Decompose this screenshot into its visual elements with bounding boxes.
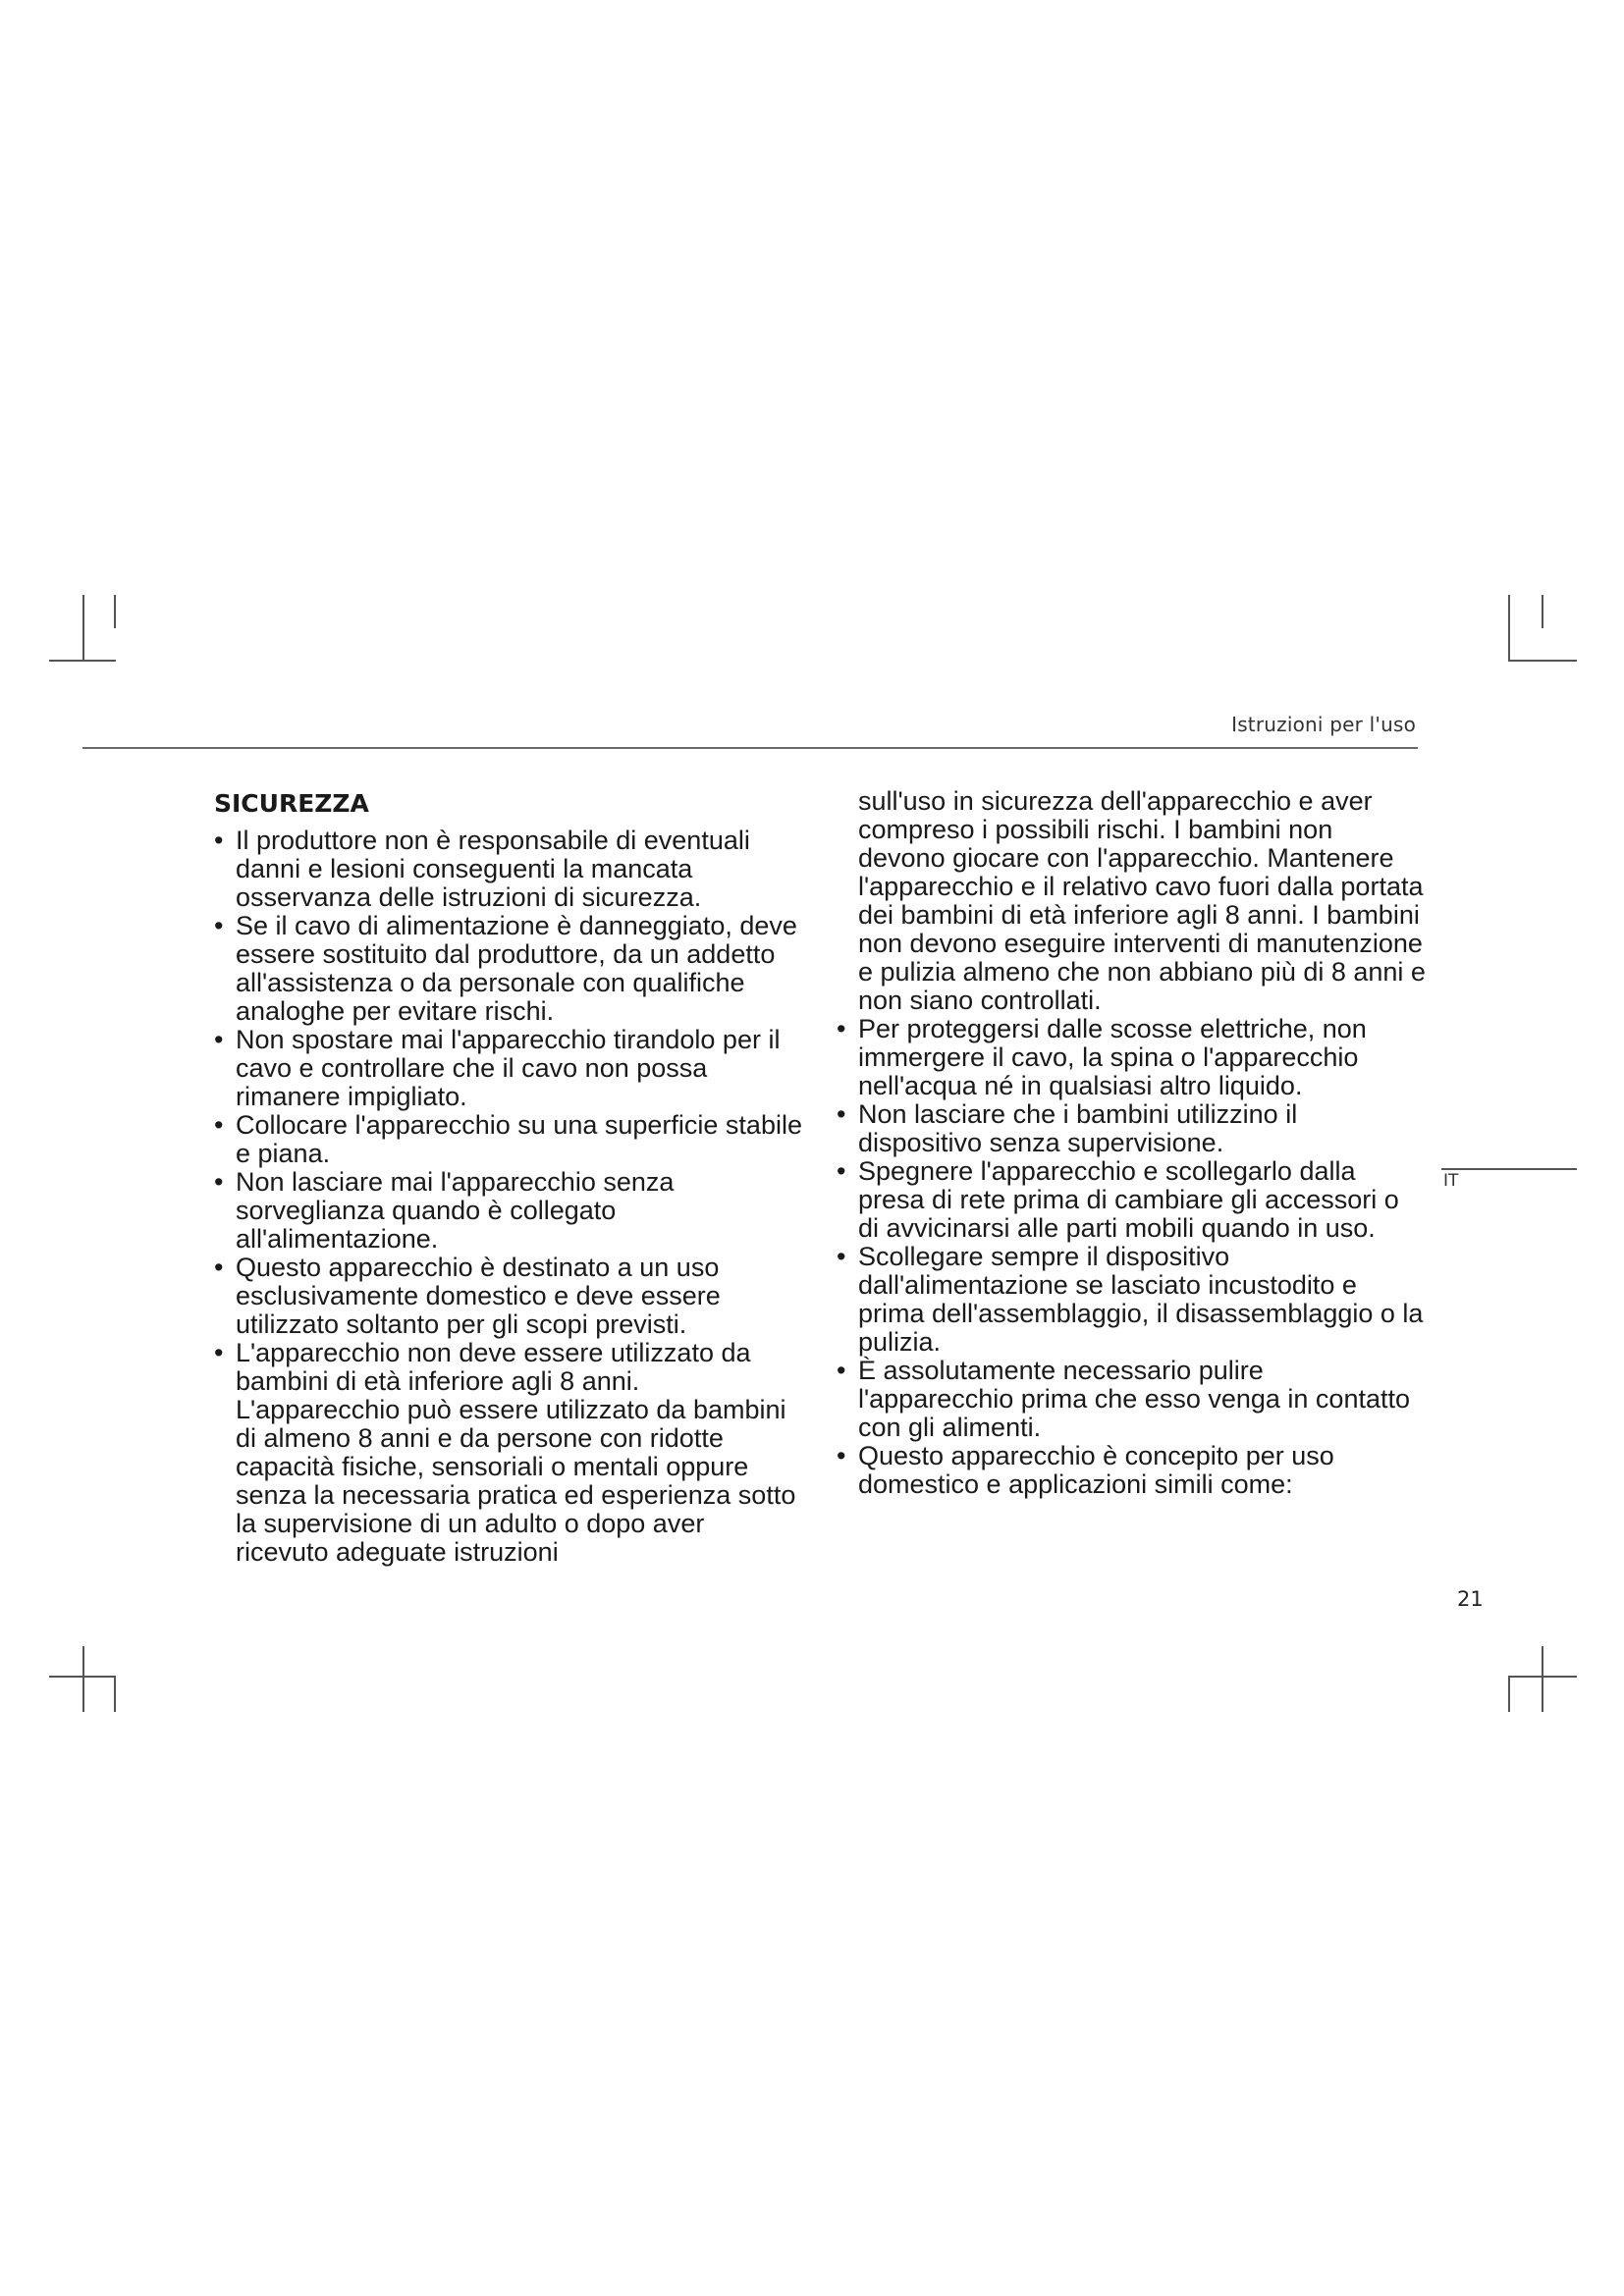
safety-list-left bbox=[214, 827, 803, 1567]
list-item: • Non lasciare che i bambini utilizzino il dispositivo senza supervisione. bbox=[837, 1100, 1426, 1157]
list-item: • Per proteggersi dalle scosse elettriche, non immergere il cavo, la spina o l'apparecchio nell'acqua né in qualsiasi altro liquido. bbox=[837, 1015, 1426, 1100]
list-item: • Non lasciare mai l'apparecchio senza sorveglianza quando è collegato all'alimentazione. bbox=[214, 1168, 803, 1254]
left-column bbox=[214, 789, 803, 1567]
crop-mark bbox=[114, 595, 116, 628]
list-item: • È assolutamente necessario pulire l'apparecchio prima che esso venga in contatto con gli alimenti. bbox=[837, 1357, 1426, 1442]
crop-mark bbox=[1508, 1678, 1510, 1712]
list-item: • Se il cavo di alimentazione è danneggiato, deve essere sostituito dal produttore, da un addetto all'assistenza o da personale con qualifiche analoghe per evitare rischi. bbox=[214, 912, 803, 1026]
list-item: • Questo apparecchio è concepito per uso domestico e applicazioni simili come: bbox=[837, 1442, 1426, 1499]
crop-mark bbox=[82, 1646, 84, 1712]
continued-paragraph: sull'uso in sicurezza dell'apparecchio e aver compreso i possibili rischi. I bambini non devono giocare con l'apparecchio. Mantenere l'apparecchio e il relativo cavo fuori dalla portata dei bambini di età inferiore agli 8 anni. I bambini non devono eseguire interventi di manutenzione e pulizia almeno che non abbiano più di 8 anni e non siano controllati. bbox=[858, 786, 1426, 1015]
list-item: • Scollegare sempre il dispositivo dall'alimentazione se lasciato incustodito e prima dell'assemblaggio, il disassemblaggio o la pulizia. bbox=[837, 1243, 1426, 1357]
page-number: 21 bbox=[1457, 1587, 1484, 1611]
right-column bbox=[837, 787, 1426, 1499]
list-item: • Collocare l'apparecchio su una superficie stabile e piana. bbox=[214, 1111, 803, 1168]
crop-mark bbox=[1542, 1646, 1543, 1712]
list-item: • L'apparecchio non deve essere utilizzato da bambini di età inferiore agli 8 anni. L'apparecchio può essere utilizzato da bambini di almeno 8 anni e da persone con ridotte capacità fisiche, sensoriali o mentali oppure senza la necessaria pratica ed esperienza sotto la supervisione di un adulto o dopo aver ricevuto adeguate istruzioni bbox=[214, 1339, 803, 1567]
crop-mark bbox=[1508, 595, 1510, 661]
language-tag: IT bbox=[1443, 1171, 1459, 1191]
header-title: Istruzioni per l'uso bbox=[1231, 713, 1416, 736]
header-rule bbox=[82, 747, 1418, 749]
list-item: • Questo apparecchio è destinato a un uso esclusivamente domestico e deve essere utilizzato soltanto per gli scopi previsti. bbox=[214, 1254, 803, 1339]
list-item: • Non spostare mai l'apparecchio tirandolo per il cavo e controllare che il cavo non possa rimanere impigliato. bbox=[214, 1026, 803, 1111]
safety-list-right bbox=[837, 1015, 1426, 1499]
crop-mark bbox=[82, 595, 84, 661]
section-title: SICUREZZA bbox=[214, 789, 369, 818]
crop-mark bbox=[114, 1678, 116, 1712]
crop-mark bbox=[1542, 595, 1543, 628]
list-item: • Spegnere l'apparecchio e scollegarlo dalla presa di rete prima di cambiare gli accessori o di avvicinarsi alle parti mobili quando in uso. bbox=[837, 1157, 1426, 1243]
crop-mark bbox=[1508, 660, 1577, 662]
list-item: • Il produttore non è responsabile di eventuali danni e lesioni conseguenti la mancata osservanza delle istruzioni di sicurezza. bbox=[214, 827, 803, 912]
language-rule bbox=[1441, 1168, 1577, 1170]
